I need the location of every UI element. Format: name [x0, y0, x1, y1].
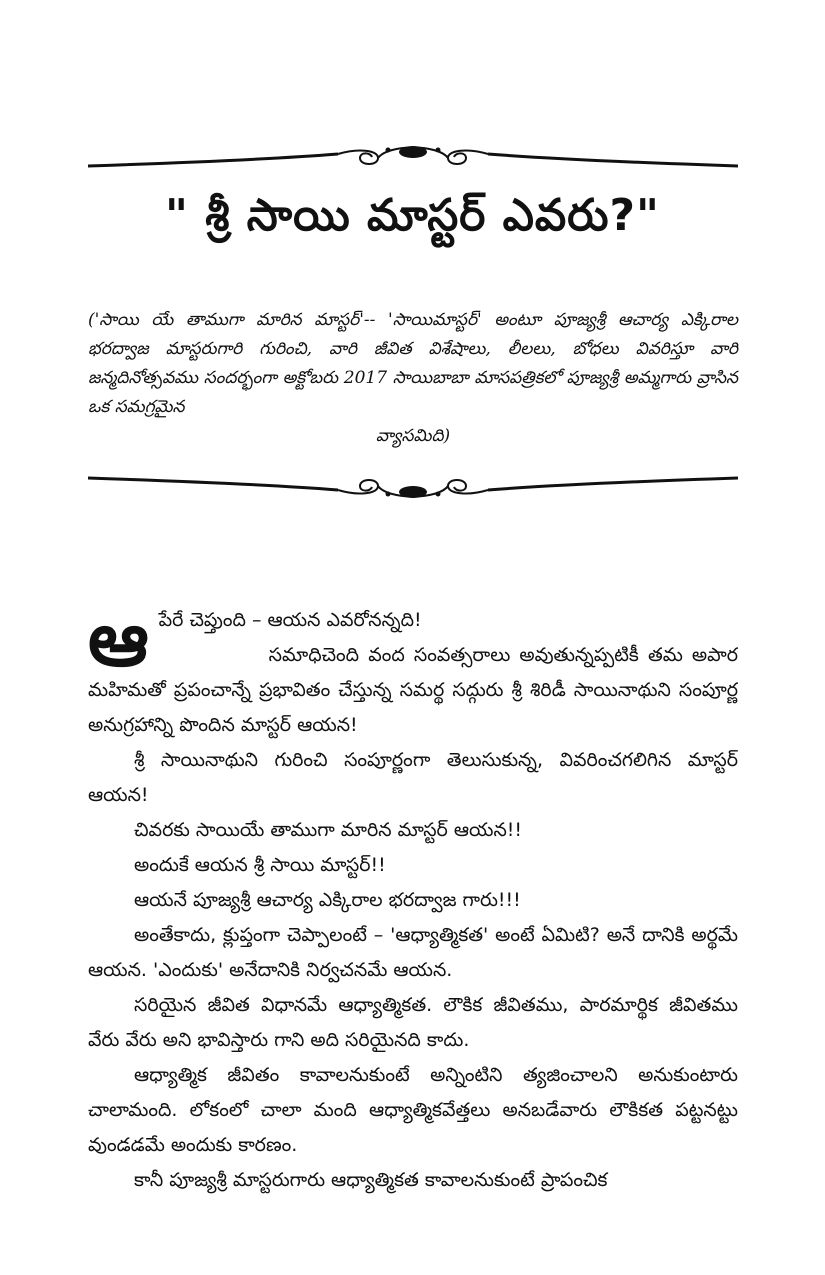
page-title: " శ్రీ సాయి మాస్టర్ ఎవరు?"	[165, 190, 660, 241]
article-paragraph: అంతేకాదు, క్లుప్తంగా చెప్పాలంటే – 'ఆధ్యాత్మికత' అంటే ఏమిటి? అనే దానికి అర్థమే ఆయన. 'ఎందుకు' అనేదానికి నిర్వచనమే ఆయన.	[88, 924, 738, 981]
bottom-ornamental-divider	[88, 464, 738, 504]
article-paragraph	[88, 594, 738, 683]
article-paragraph: అందుకే ఆయన శ్రీ సాయి మాస్టర్!!	[134, 854, 386, 876]
drop-cap: ఆ	[88, 594, 149, 683]
article-paragraph: కానీ పూజ్యశ్రీ మాస్టరుగారు ఆధ్యాత్మికత కావాలనుకుంటే ప్రాపంచిక	[134, 1169, 608, 1191]
article-body	[88, 594, 738, 1198]
article-paragraph: సమాధిచెంది వంద సంవత్సరాలు అవుతున్నప్పటికీ తమ అపార మహిమతో ప్రపంచాన్నే ప్రభావితం చేస్తున్న సమర్థ సద్గురు శ్రీ శిరిడీ సాయినాథుని సంపూర్ణ అనుగ్రహాన్ని పొందిన మాస్టర్ ఆయన!	[88, 644, 738, 736]
intro-last-line: వ్యాసమిది)	[375, 426, 451, 446]
top-ornamental-divider	[88, 140, 738, 180]
intro-text: ('సాయి యే తాముగా మారిన మాస్టర్'-- 'సాయిమాస్టర్' అంటూ పూజ్యశ్రీ ఆచార్య ఎక్కిరాల భరద్వాజ మాస్టరుగారి గురించి, వారి జీవిత విశేషాలు, లీలలు, బోధలు వివరిస్తూ వారి జన్మదినోత్సవము సందర్భంగా అక్టోబరు 2017 సాయిబాబా మాసపత్రికలో పూజ్యశ్రీ అమ్మగారు వ్రాసిన ఒక సమగ్రమైన	[88, 310, 738, 417]
intro-note	[88, 306, 738, 451]
article-paragraph: శ్రీ సాయినాథుని గురించి సంపూర్ణంగా తెలుసుకున్న, వివరించగలిగిన మాస్టర్ ఆయన!	[88, 749, 738, 806]
opening-line: పేరే చెప్తుంది – ఆయన ఎవరోనన్నది!	[158, 609, 422, 631]
article-paragraph: ఆయనే పూజ్యశ్రీ ఆచార్య ఎక్కిరాల భరద్వాజ గారు!!!	[134, 889, 521, 911]
article-paragraph: సరియైన జీవిత విధానమే ఆధ్యాత్మికత. లౌకిక జీవితము, పారమార్థిక జీవితము వేరు వేరు అని భావిస్తారు గాని అది సరియైనది కాదు.	[88, 994, 738, 1051]
article-paragraph: చివరకు సాయియే తాముగా మారిన మాస్టర్ ఆయన!!	[134, 819, 523, 841]
article-paragraph: ఆధ్యాత్మిక జీవితం కావాలనుకుంటే అన్నింటిని త్యజించాలని అనుకుంటారు చాలామంది. లోకంలో చాలా మంది ఆధ్యాత్మికవేత్తలు అనబడేవారు లౌకికత పట్టనట్టు వుండడమే అందుకు కారణం.	[88, 1064, 738, 1156]
